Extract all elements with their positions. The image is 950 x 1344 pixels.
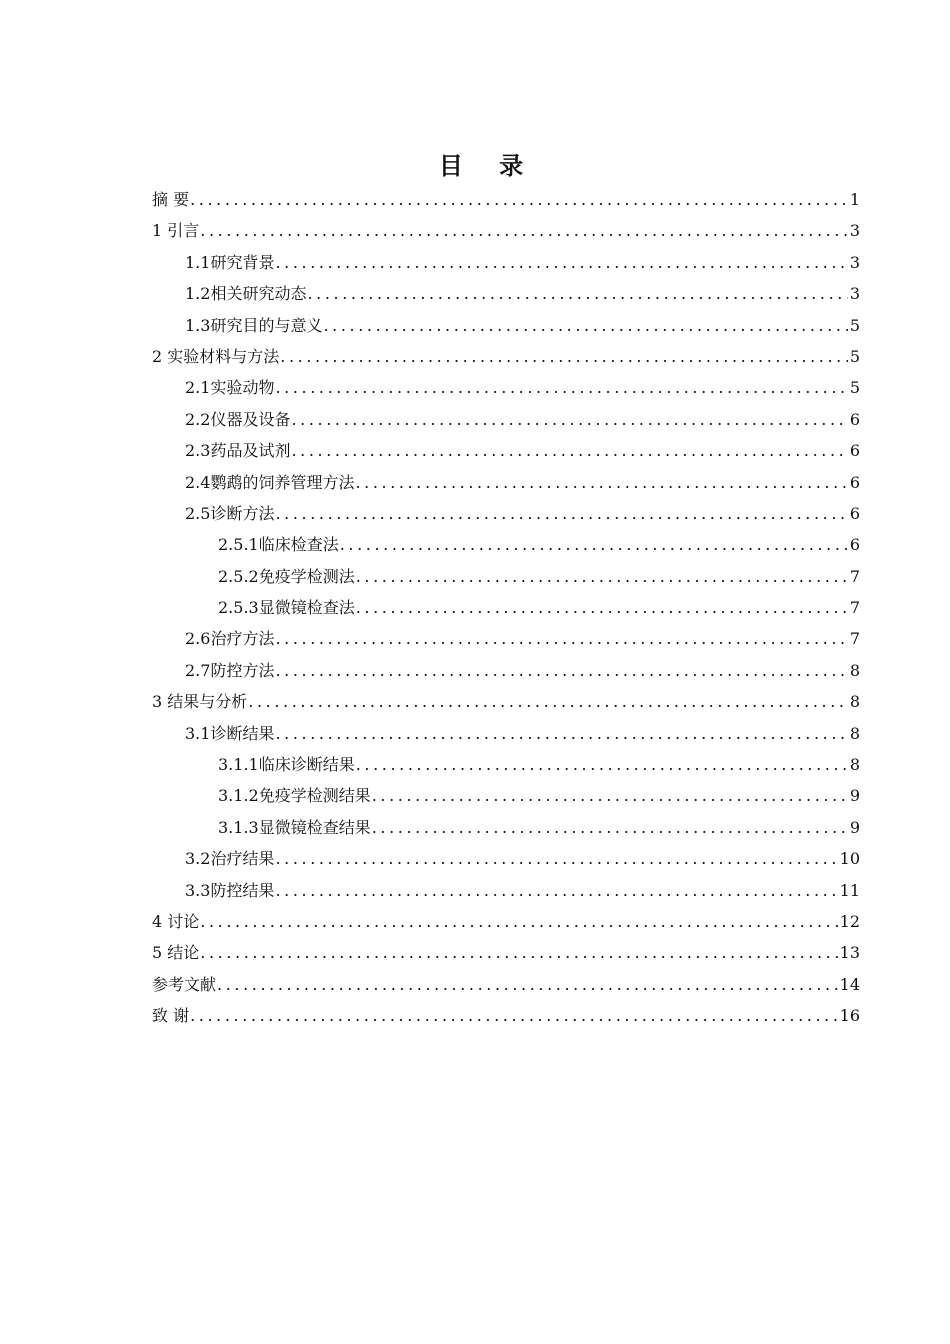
toc-entry-label: 2.5诊断方法 [185, 503, 275, 523]
toc-page-number: 12 [839, 911, 860, 931]
toc-entry[interactable] [152, 404, 860, 435]
toc-entry-label: 参考文献 [152, 974, 217, 994]
toc-dot-leader [200, 906, 837, 937]
toc-dot-leader [307, 278, 847, 309]
toc-entry-label: 致 谢 [152, 1006, 190, 1026]
toc-page-number: 9 [849, 786, 860, 806]
toc-entry-label: 3.3防控结果 [185, 880, 275, 900]
toc-dot-leader [356, 592, 848, 623]
toc-page-number: 5 [849, 378, 860, 398]
toc-page-number: 5 [849, 346, 860, 366]
toc-entry[interactable] [152, 467, 860, 498]
toc-dot-leader [275, 498, 847, 529]
toc-dot-leader [190, 184, 848, 215]
table-of-contents [152, 184, 860, 1032]
toc-entry[interactable] [152, 875, 860, 906]
toc-entry[interactable] [152, 969, 860, 1000]
toc-dot-leader [291, 404, 847, 435]
toc-page-number: 6 [849, 409, 860, 429]
toc-page-number: 11 [839, 880, 860, 900]
toc-entry[interactable] [152, 247, 860, 278]
toc-dot-leader [275, 372, 847, 403]
toc-entry[interactable] [152, 529, 860, 560]
toc-entry[interactable] [152, 592, 860, 623]
page-title: 目 录 [438, 152, 538, 180]
toc-dot-leader [275, 655, 847, 686]
toc-entry-label: 2.1实验动物 [185, 378, 275, 398]
toc-page-number: 8 [849, 755, 860, 775]
toc-dot-leader [372, 812, 848, 843]
toc-page-number: 6 [849, 472, 860, 492]
toc-page-number: 1 [849, 190, 860, 209]
toc-entry-label: 1.2相关研究动态 [185, 284, 307, 304]
toc-entry[interactable] [152, 749, 860, 780]
toc-entry[interactable] [152, 310, 860, 341]
toc-entry-label: 3.2治疗结果 [185, 849, 275, 869]
toc-page-number: 9 [849, 817, 860, 837]
toc-page-number: 7 [849, 629, 860, 649]
toc-entry[interactable] [152, 341, 860, 372]
toc-page-number: 7 [849, 566, 860, 586]
toc-entry-label: 2.7防控方法 [185, 660, 275, 680]
toc-entry[interactable] [152, 372, 860, 403]
toc-page-number: 6 [849, 441, 860, 461]
toc-dot-leader [200, 215, 848, 246]
toc-dot-leader [280, 341, 848, 372]
toc-entry[interactable] [152, 780, 860, 811]
toc-dot-leader [275, 843, 837, 874]
toc-entry-label: 2.2仪器及设备 [185, 409, 291, 429]
toc-page-number: 7 [849, 598, 860, 618]
toc-entry-label: 4 讨论 [152, 911, 200, 931]
toc-entry-label: 3.1.1临床诊断结果 [218, 755, 355, 775]
toc-dot-leader [372, 780, 848, 811]
toc-dot-leader [356, 749, 848, 780]
toc-entry-label: 2.6治疗方法 [185, 629, 275, 649]
toc-dot-leader [355, 467, 847, 498]
toc-entry-label: 3.1.3显微镜检查结果 [218, 817, 371, 837]
toc-page-number: 6 [849, 535, 860, 555]
toc-entry-label: 2.5.2免疫学检测法 [218, 566, 355, 586]
toc-dot-leader [340, 529, 848, 560]
toc-entry[interactable] [152, 812, 860, 843]
toc-page-number: 5 [849, 315, 860, 335]
toc-entry-label: 2.5.3显微镜检查法 [218, 598, 355, 618]
toc-entry[interactable] [152, 623, 860, 654]
toc-page-number: 3 [849, 252, 860, 272]
toc-entry-label: 3.1.2免疫学检测结果 [218, 786, 371, 806]
toc-entry[interactable] [152, 278, 860, 309]
toc-entry-label: 2.3药品及试剂 [185, 441, 291, 461]
toc-entry[interactable] [152, 215, 860, 246]
toc-dot-leader [356, 561, 848, 592]
toc-page-number: 6 [849, 503, 860, 523]
toc-page-number: 8 [849, 660, 860, 680]
toc-dot-leader [200, 937, 837, 968]
toc-page-number: 13 [839, 943, 860, 963]
toc-entry-label: 1.3研究目的与意义 [185, 315, 323, 335]
toc-dot-leader [217, 969, 838, 1000]
toc-entry-label: 1 引言 [152, 221, 200, 241]
toc-entry[interactable] [152, 843, 860, 874]
toc-entry-label: 摘 要 [152, 190, 190, 209]
toc-page-number: 8 [849, 692, 860, 712]
toc-entry-label: 2 实验材料与方法 [152, 346, 280, 366]
toc-page-number: 3 [849, 221, 860, 241]
toc-entry[interactable] [152, 655, 860, 686]
toc-dot-leader [275, 875, 837, 906]
toc-entry[interactable] [152, 561, 860, 592]
toc-entry-label: 3 结果与分析 [152, 692, 248, 712]
toc-dot-leader [323, 310, 847, 341]
toc-entry[interactable] [152, 718, 860, 749]
toc-dot-leader [248, 686, 848, 717]
toc-entry-label: 5 结论 [152, 943, 200, 963]
toc-dot-leader [275, 623, 847, 654]
toc-dot-leader [275, 718, 847, 749]
toc-entry[interactable] [152, 498, 860, 529]
toc-page-number: 16 [839, 1006, 860, 1026]
toc-entry[interactable] [152, 435, 860, 466]
toc-dot-leader [190, 1000, 838, 1031]
toc-entry-label: 1.1研究背景 [185, 252, 275, 272]
toc-page-number: 8 [849, 723, 860, 743]
toc-entry[interactable] [152, 937, 860, 968]
toc-page-number: 14 [839, 974, 860, 994]
toc-entry[interactable] [152, 184, 860, 215]
toc-page-number: 10 [839, 849, 860, 869]
toc-entry-label: 2.4鹦鹉的饲养管理方法 [185, 472, 355, 492]
toc-entry[interactable] [152, 1000, 860, 1031]
toc-dot-leader [275, 247, 847, 278]
toc-entry[interactable] [152, 906, 860, 937]
toc-dot-leader [291, 435, 847, 466]
toc-entry-label: 2.5.1临床检查法 [218, 535, 339, 555]
toc-entry[interactable] [152, 686, 860, 717]
toc-page-number: 3 [849, 284, 860, 304]
toc-entry-label: 3.1诊断结果 [185, 723, 275, 743]
